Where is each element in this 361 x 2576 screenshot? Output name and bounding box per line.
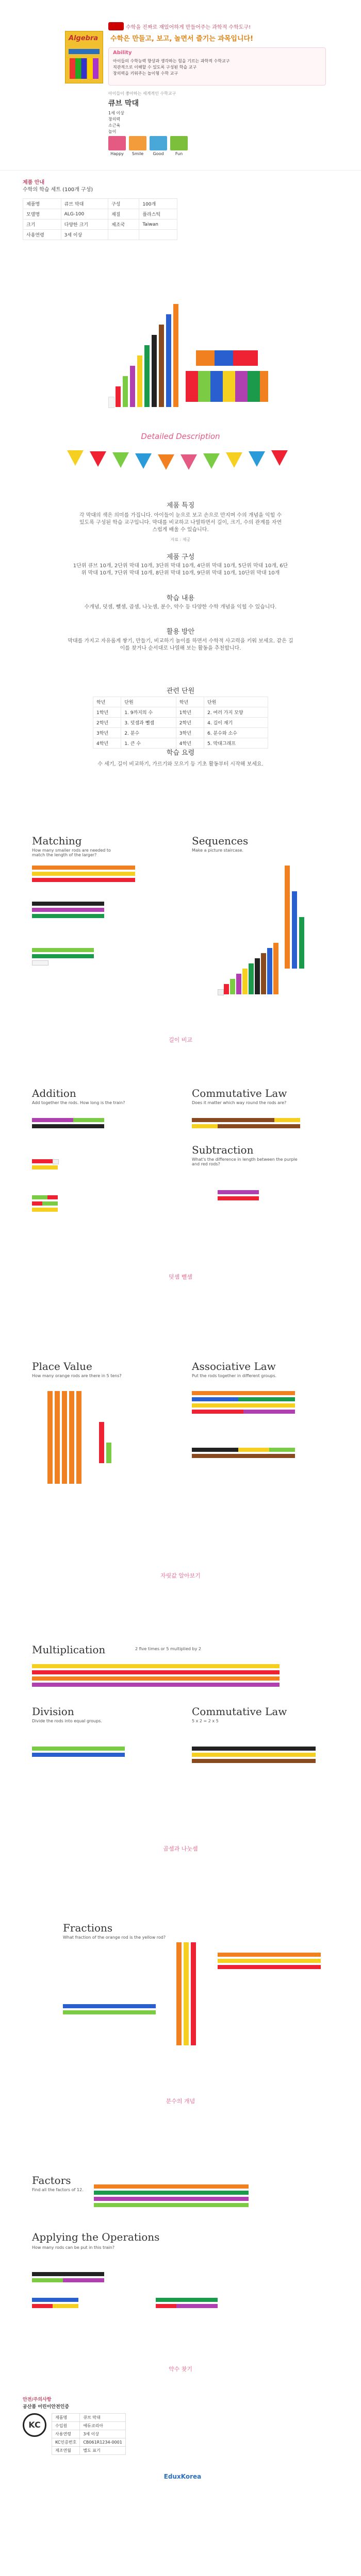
rod [192,1391,295,1395]
rod [192,1747,316,1751]
table-cell: 3학년 [176,728,204,738]
table-row [93,728,268,738]
activity-note: How many orange rods are there in 5 tens? [32,1374,122,1378]
rod [73,1118,104,1122]
spec-value: 다양한 크기 [61,219,108,230]
table-row [52,2447,126,2455]
activity-title: Place Value [32,1360,92,1372]
flag [180,454,197,470]
footer-value: 큐브 막대 [80,2414,126,2422]
table-header: 단원 [204,697,268,707]
spec-value: 100개 [139,199,177,209]
table-cell: 4. 길이 재기 [204,718,268,728]
table-header: 학년 [93,697,121,707]
rod [171,2191,249,2195]
spec-key: 모델명 [23,209,61,219]
rod [269,1959,321,1963]
kc-mark: KC [23,2413,46,2437]
activity-caption: 길이 비교 [168,1037,192,1043]
spec-value: Taiwan [139,219,177,230]
footer-value: 3세 이상 [80,2430,126,2438]
rod [191,2004,196,2025]
book-stripe [69,49,100,54]
rod [123,376,128,407]
rod [94,2184,249,2189]
rod [156,1664,218,1668]
rod [218,989,224,995]
table-title: 관련 단원 [166,687,195,695]
table-row [23,199,177,209]
use-text: 수개념, 덧셈, 뺄셈, 곱셈, 나눗셈, 분수, 약수 등 다양한 수학 개념을 익힐 수 있습니다. [84,604,277,610]
rod [176,1942,182,2045]
activity-title: Multiplication [32,1643,106,1656]
flag [226,452,242,468]
ability-card-line: 창의력을 키워주는 놀이형 수학 교구 [113,71,178,76]
spec-table [23,198,177,240]
footer-table [52,2413,126,2455]
rod [32,2298,78,2302]
rod [243,1410,295,1414]
features-sub: 자료 : 제공 [170,537,191,542]
rod [32,960,48,965]
table-cell: 2. 여러 가지 모양 [204,707,268,718]
rod [53,1159,59,1164]
table-header: 학년 [176,697,204,707]
activity-caption: 자릿값 알아보기 [160,1572,201,1579]
rod [32,1683,114,1687]
rod [192,1448,238,1452]
rod [218,1664,280,1668]
rod [274,1118,300,1122]
spec-value: 플라스틱 [139,209,177,219]
rod [192,1397,238,1401]
good-icon [150,136,167,150]
rod [32,902,104,906]
rod [238,1965,259,1969]
rod [133,2203,171,2207]
spec-value: ALG-100 [61,209,108,219]
table-head-row [93,697,268,707]
rod [224,984,229,994]
tag-item: 소근육 [108,123,121,128]
rod [300,1965,321,1969]
rod [192,1454,295,1458]
rod [114,1683,197,1687]
rod [156,2304,176,2308]
table-row [52,2414,126,2422]
rod [156,2298,218,2302]
table-header: 단원 [121,697,176,707]
rod [191,1984,196,2004]
rod [69,1391,74,1484]
activity-placevalue [32,1360,332,1566]
rod [32,948,63,952]
rod [230,979,235,994]
rod [261,953,266,994]
rod [32,914,104,918]
play-text: 막대를 가지고 자유롭게 쌓기, 만들기, 비교하기 놀이를 하면서 수학적 사고력을 키워 보세요. 같은 길이를 찾거나 순서대로 나열해 보는 활동을 추천합니다. [68,638,293,651]
rod [32,878,53,882]
rod [255,958,260,994]
rod [299,917,304,969]
rod [94,2191,171,2195]
activity-caption: 덧셈 뺄셈 [168,1274,192,1280]
rod [114,878,135,882]
activity-fractions [32,1922,332,2092]
rod [73,878,94,882]
rod [218,1959,269,1963]
spec-key [108,230,139,240]
rod [32,1664,94,1668]
table-cell: 1. 9까지의 수 [121,707,176,718]
footer-key: 수입원 [52,2422,80,2430]
activity-title: Sequences [192,835,249,847]
rod [166,314,171,407]
rod [125,2010,156,2014]
divider [0,170,361,171]
rod [249,963,254,994]
rod [242,969,248,994]
rod [108,397,114,408]
rod [63,2004,156,2008]
rod [32,1195,47,1199]
composition-text: 1단위 큐브 10개, 2단위 막대 10개, 3단위 막대 10개, 4단위 막대 10개, 5단위 막대 10개, 6단위 막대 10개, 7단위 막대 10개, 8단위 막대 10개, 9단위 막대 10개, 10단위 막대 10개 [73,563,288,576]
ability-card-line: 직관적으로 이해할 수 있도록 구성된 학습 교구 [113,65,197,70]
ability-card-title: Ability [113,50,132,56]
spec-key: 크기 [23,219,61,230]
rod [273,943,278,994]
rod [63,1747,94,1751]
rod [116,386,121,407]
product-name: 큐브 막대 [108,99,139,108]
rod [259,1965,280,1969]
footer [23,2396,342,2499]
rod [218,1196,238,1200]
spec-value: 3세 이상 [61,230,108,240]
rod [32,1165,58,1170]
rod [32,2304,53,2308]
fun-icon [170,136,188,150]
tag-icon-label: Smile [132,151,144,156]
rod [191,1963,196,1984]
footer-value: CB061R1234-0001 [80,2438,126,2447]
product-photo [77,258,294,412]
activity-title: Factors [32,2174,71,2187]
tag-icon-label: Happy [110,151,124,156]
features-text: 각 막대의 색은 의미를 가집니다. 아이들이 눈으로 보고 손으로 만지며 수의 개념을 익힐 수 있도록 구성된 학습 교구입니다. 막대를 비교하고 나열하면서 길이, 크기, 수의 관계를 자연스럽게 배울 수 있습니다. [79,513,282,533]
activity-title: Associative Law [192,1360,276,1372]
rod [47,1391,53,1484]
activity-title: Commutative Law [192,1087,287,1099]
rod [210,2203,249,2207]
rod [191,1942,196,1963]
tag-icons [108,136,211,155]
tips-text: 수 세기, 길이 비교하기, 가르기와 모으기 등 기초 활동부터 시작해 보세요. [97,761,264,767]
rod [94,2010,125,2014]
rod [99,1422,104,1463]
rod [280,1965,300,1969]
footer-key: 사용연령 [52,2430,80,2438]
spec-key: 제품명 [23,199,61,209]
flag [203,453,220,469]
footer-key: 제품명 [52,2414,80,2422]
activity-note: How many rods can be put in this train? [32,2245,114,2250]
notice-title: 안전/주의사항 [23,2397,52,2402]
header-small-note: 아이들이 좋아하는 세계적인 수학교구 [108,91,176,96]
rod [84,872,135,876]
spec-key: 구성 [108,199,139,209]
activity-caption: 약수 찾기 [168,2366,192,2372]
footer-value: 에듀코리아 [80,2422,126,2430]
rod [238,1448,269,1452]
rod [42,1201,58,1206]
activity-title: Matching [32,835,82,847]
rod [159,325,164,407]
rod [32,1753,125,1757]
table-row [52,2422,126,2430]
rod [269,1448,295,1452]
activity-title: Addition [32,1087,76,1099]
rod [94,878,114,882]
flag [158,454,174,470]
rod [32,866,135,870]
composition-title: 제품 구성 [166,553,195,561]
activity-note: Put the rods together in different groups. [192,1374,277,1378]
footer-value: 별도 표기 [80,2447,126,2455]
rod [47,1195,58,1199]
table-cell: 4학년 [93,738,121,749]
spec-key: 제조국 [108,219,139,230]
activity-note: What's the difference in length between the purple and red rods? [192,1157,298,1166]
rod [238,1196,259,1200]
smile-icon [129,136,146,150]
footer-key: KC인증번호 [52,2438,80,2447]
activity-caption: 곱셈과 나눗셈 [163,1845,198,1852]
header-headline: 수학은 만들고, 보고, 놀면서 즐기는 과목입니다! [110,35,254,43]
activity-note: Find all the factors of 12. [32,2188,84,2192]
rod [184,1942,189,1994]
header-icon-badge [108,22,124,30]
rod [63,2278,104,2282]
rod [173,304,178,407]
rod [144,345,150,407]
rod [171,2203,210,2207]
activity-note: 2 five times or 5 multiplied by 2 [135,1647,201,1651]
rod [94,2197,145,2201]
rod [191,2025,196,2045]
rod [53,878,73,882]
rod [267,948,272,994]
rod [62,1391,67,1484]
rod [32,908,104,912]
rod [137,355,142,407]
rod-pile [196,350,258,366]
rod [94,1664,156,1668]
activity-title: Fractions [63,1922,113,1934]
table-cell: 3학년 [93,728,121,738]
spec-section [23,178,342,250]
detailed-title: Detailed Description [141,432,220,441]
rod [285,866,290,969]
table-cell: 2학년 [93,718,121,728]
activity-note: Add together the rods. How long is the train? [32,1100,125,1105]
rod [192,1118,274,1122]
footer-key: 제조연월 [52,2447,80,2455]
activity-note: Make a picture staircase. [192,848,244,853]
activity-factors [32,2174,332,2360]
flag [249,451,265,467]
rod [32,1118,73,1122]
table-cell: 6. 분수와 소수 [204,728,268,738]
rod [292,891,297,969]
rod [32,1670,156,1674]
table-row [23,230,177,240]
tag-item: 놀이 [108,129,117,134]
rod [192,1403,295,1408]
rod [197,2197,249,2201]
rod [94,2203,133,2207]
table-cell: 4학년 [176,738,204,749]
activity-addition [32,1087,332,1267]
rod [218,1124,300,1128]
spec-value [139,230,177,240]
rod [145,2197,197,2201]
table-row [23,209,177,219]
rod [236,974,241,994]
rod [76,1391,81,1484]
bunting [67,447,294,478]
table-row [52,2438,126,2447]
activity-matching [32,835,332,1036]
activity-note: 5 x 2 = 2 x 5 [192,1719,219,1723]
table-row [93,718,268,728]
book-rods [70,58,99,79]
table-cell: 2학년 [176,718,204,728]
rod [197,1683,280,1687]
table-cell: 3. 덧셈과 뺄셈 [121,718,176,728]
ability-card-line: 아이들의 수학능력 향상과 생각하는 힘을 기르는 과학적 수학교구 [113,59,230,63]
rod [218,1965,238,1969]
rod [63,948,94,952]
rod [32,2278,63,2282]
header-intro-tag: 수학을 진짜로 재밌어하게 만들어주는 과학적 수학도구! [126,25,251,30]
table-cell: 5. 막대그래프 [204,738,268,749]
rod [32,872,84,876]
rod [192,1759,316,1763]
table-row [93,707,268,718]
activity-note: Does it matter which way round the rods are? [192,1100,287,1105]
cert-title: 공산품 어린이안전인증 [23,2404,70,2410]
rod [106,1443,111,1463]
flag [90,451,106,467]
rod [32,1124,104,1128]
activity-title: Commutative Law [192,1705,287,1718]
features-title: 제품 특징 [166,502,195,510]
spec-key: 사용연령 [23,230,61,240]
tag-item: 창의력 [108,117,121,122]
rod [152,335,157,407]
book-cover [65,31,103,83]
rod [192,1753,316,1757]
table-row [52,2430,126,2438]
rod [63,2010,94,2014]
table-cell: 1. 큰 수 [121,738,176,749]
spec-value: 큐브 막대 [61,199,108,209]
rod [32,1159,53,1163]
use-title: 학습 내용 [166,595,195,602]
rod [32,954,94,958]
rod-pile [186,371,268,402]
table-cell: 1학년 [176,707,204,718]
rod [192,1124,218,1128]
table-row [23,219,177,230]
footer-brand: EduxKorea [163,2473,202,2480]
activity-note: What fraction of the orange rod is the yellow rod? [63,1935,166,1940]
rod [32,1201,42,1206]
activity-title: Applying the Operations [32,2231,160,2243]
spec-subtitle: 수학의 학습 세트 (100개 구성) [23,187,93,193]
tag-item: 1세 이상 [108,111,124,115]
tips-title: 학습 요령 [166,749,195,757]
book-brand: Algebra [69,35,99,42]
rod [32,1676,280,1681]
header [0,0,361,185]
rod [130,366,135,407]
activity-caption: 분수의 개념 [166,2098,195,2105]
rod [218,1953,321,1957]
rod [32,2272,104,2276]
flag [112,452,129,468]
rod [32,1208,58,1212]
play-title: 활용 방안 [166,628,195,636]
table-cell: 1학년 [93,707,121,718]
rod [184,1994,189,2045]
activity-title: Subtraction [192,1144,254,1156]
curriculum-table [93,697,268,749]
flag [135,453,152,469]
flag [271,450,288,466]
rod [238,1397,295,1401]
tag-icon-label: Fun [175,151,183,156]
spec-title: 제품 안내 [23,180,45,185]
activity-note: Divide the rods into equal groups. [32,1719,102,1723]
rod [156,1670,280,1674]
spec-key: 재질 [108,209,139,219]
activity-multiplication [32,1643,332,1839]
ability-card [108,47,326,86]
rod [176,2304,218,2308]
rod [32,1747,63,1751]
rod [53,2304,78,2308]
rod [218,1190,259,1194]
rod [55,1391,60,1484]
activity-note: How many smaller rods are needed to match the length of the larger? [32,848,111,857]
activity-title: Division [32,1705,74,1718]
flag [67,450,84,466]
rod [94,1747,125,1751]
table-cell: 2. 분수 [121,728,176,738]
tag-icon-label: Good [153,151,164,156]
rod [192,1410,243,1414]
happy-icon [108,136,126,150]
